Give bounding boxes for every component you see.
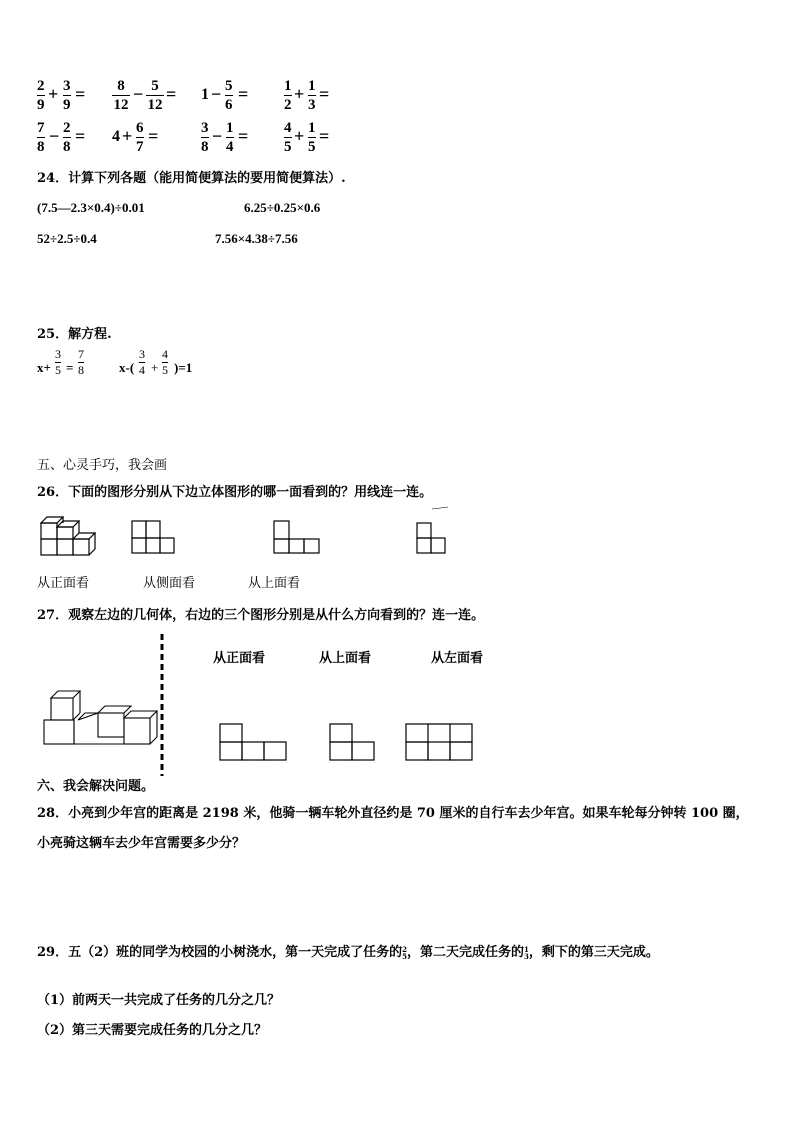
denominator: 9 <box>63 97 71 113</box>
equals-sign: = <box>166 84 177 104</box>
operator: + <box>151 360 159 375</box>
numerator: 5 <box>225 78 233 94</box>
q27-label-top: 从上面看 <box>319 651 372 666</box>
fraction <box>225 78 233 113</box>
expression-1: (7.5—2.3×0.4)÷0.01 <box>37 200 145 215</box>
fraction <box>136 120 144 155</box>
question-28-line-2: 小亮骑这辆车去少年宫需要多少分？ <box>37 836 246 851</box>
equals-sign: = <box>75 84 86 104</box>
numerator: 3 <box>201 120 209 136</box>
view-figure-2 <box>274 521 319 553</box>
denominator: 2 <box>284 97 292 113</box>
numerator: 3 <box>63 78 71 94</box>
denominator: 6 <box>225 97 233 113</box>
numerator: 4 <box>162 347 168 361</box>
numerator: 3 <box>55 347 61 361</box>
fraction <box>63 78 71 113</box>
numerator: 1 <box>308 78 316 94</box>
q26-label-side: 从侧面看 <box>143 576 196 591</box>
view-figure-a <box>220 724 286 760</box>
fraction <box>112 78 130 113</box>
question-29-part-2: ，第二天完成任务的 <box>407 945 525 960</box>
denominator: 8 <box>37 139 45 155</box>
numerator: 3 <box>139 347 145 361</box>
equation-variable: x-( <box>119 360 135 375</box>
denominator: 12 <box>147 97 163 113</box>
denominator: 12 <box>113 97 129 113</box>
section-6-heading: 六、我会解决问题。 <box>37 779 155 794</box>
q26-label-front: 从正面看 <box>37 576 90 591</box>
numerator: 2 <box>63 120 71 136</box>
operator: − <box>133 84 144 104</box>
equals-sign: = <box>319 126 330 146</box>
numerator: 1 <box>308 120 316 136</box>
section-5-heading: 五、心灵手巧，我会画 <box>37 458 168 473</box>
denominator: 5 <box>308 139 316 155</box>
denominator: 5 <box>162 363 168 377</box>
numerator: 5 <box>151 78 159 94</box>
whole-number: 1 <box>201 86 209 103</box>
question-28-line-1: 28．小亮到少年宫的距离是 2198 米，他骑一辆车轮外直径约是 70 厘米的自行车去少年宫。如果车轮每分钟转 100 圈， <box>37 806 749 821</box>
question-29-part-1: 29．五（2）班的同学为校园的小树浇水，第一天完成了任务的 <box>37 945 403 960</box>
equals-sign: = <box>238 126 249 146</box>
fraction <box>162 348 168 377</box>
denominator: 5 <box>55 363 61 377</box>
equation-end: )=1 <box>174 360 193 375</box>
question-27-title: 27．观察左边的几何体，右边的三个图形分别是从什么方向看到的？连一连。 <box>37 608 485 623</box>
fraction <box>63 120 71 155</box>
operator: + <box>294 126 305 146</box>
q26-label-top: 从上面看 <box>248 576 301 591</box>
equals-sign: = <box>75 126 86 146</box>
q27-label-front: 从正面看 <box>213 651 266 666</box>
operator: + <box>48 84 59 104</box>
numerator: 7 <box>78 347 84 361</box>
operator: + <box>294 84 305 104</box>
solid-figure <box>44 691 157 744</box>
question-24-title: 24．计算下列各题（能用简便算法的要用简便算法）. <box>37 171 346 186</box>
numerator: 6 <box>136 120 144 136</box>
expression-3: 52÷2.5÷0.4 <box>37 231 97 246</box>
equation-variable: x+ <box>37 360 51 375</box>
equals-sign: = <box>66 360 74 375</box>
denominator: 8 <box>63 139 71 155</box>
expression-2: 6.25÷0.25×0.6 <box>244 200 321 215</box>
fraction <box>78 348 84 377</box>
view-figure-1 <box>132 521 174 553</box>
fraction <box>55 348 61 377</box>
denominator: 8 <box>78 363 84 377</box>
question-26-title: 26．下面的图形分别从下边立体图形的哪一面看到的？用线连一连。 <box>37 485 433 500</box>
question-25-title: 25．解方程. <box>37 327 112 342</box>
operator: − <box>212 126 223 146</box>
expression-4: 7.56×4.38÷7.56 <box>215 231 298 246</box>
numerator: 1 <box>284 78 292 94</box>
whole-number: 4 <box>112 128 120 145</box>
denominator: 4 <box>226 139 234 155</box>
fraction <box>308 78 316 113</box>
q27-figures <box>36 630 496 780</box>
fraction <box>37 78 45 113</box>
numerator: 8 <box>117 78 125 94</box>
fraction <box>139 348 145 377</box>
operator: − <box>211 84 222 104</box>
question-29-part-3: ，剩下的第三天完成。 <box>528 945 659 960</box>
numerator: 1 <box>226 120 234 136</box>
fraction <box>226 120 234 155</box>
question-29-sub-1: （1）前两天一共完成了任务的几分之几？ <box>37 993 281 1008</box>
view-figure-b <box>330 724 374 760</box>
question-29-sub-2: （2）第三天需要完成任务的几分之几？ <box>37 1023 268 1038</box>
numerator: 4 <box>284 120 292 136</box>
denominator: 7 <box>136 139 144 155</box>
solid-figure <box>41 517 95 555</box>
denominator: 3 <box>524 951 529 961</box>
view-figure-3 <box>417 507 448 553</box>
denominator: 9 <box>37 97 45 113</box>
denominator: 8 <box>201 139 209 155</box>
operator: − <box>49 126 60 146</box>
fraction <box>284 120 292 155</box>
fraction <box>308 120 316 155</box>
equals-sign: = <box>238 84 249 104</box>
fraction <box>37 120 45 155</box>
denominator: 4 <box>139 363 145 377</box>
denominator: 3 <box>308 97 316 113</box>
question-29-text <box>37 941 659 960</box>
view-figure-c <box>406 724 472 760</box>
fraction <box>284 78 292 113</box>
denominator: 5 <box>402 951 408 961</box>
fraction <box>201 120 209 155</box>
operator: + <box>122 126 133 146</box>
numerator: 2 <box>37 78 45 94</box>
equals-sign: = <box>148 126 159 146</box>
denominator: 5 <box>284 139 292 155</box>
numerator: 2 <box>402 944 408 954</box>
numerator: 1 <box>524 944 529 954</box>
numerator: 7 <box>37 120 45 136</box>
fraction <box>146 78 164 113</box>
q27-label-left: 从左面看 <box>431 651 484 666</box>
q26-figures <box>36 505 466 565</box>
equals-sign: = <box>319 84 330 104</box>
